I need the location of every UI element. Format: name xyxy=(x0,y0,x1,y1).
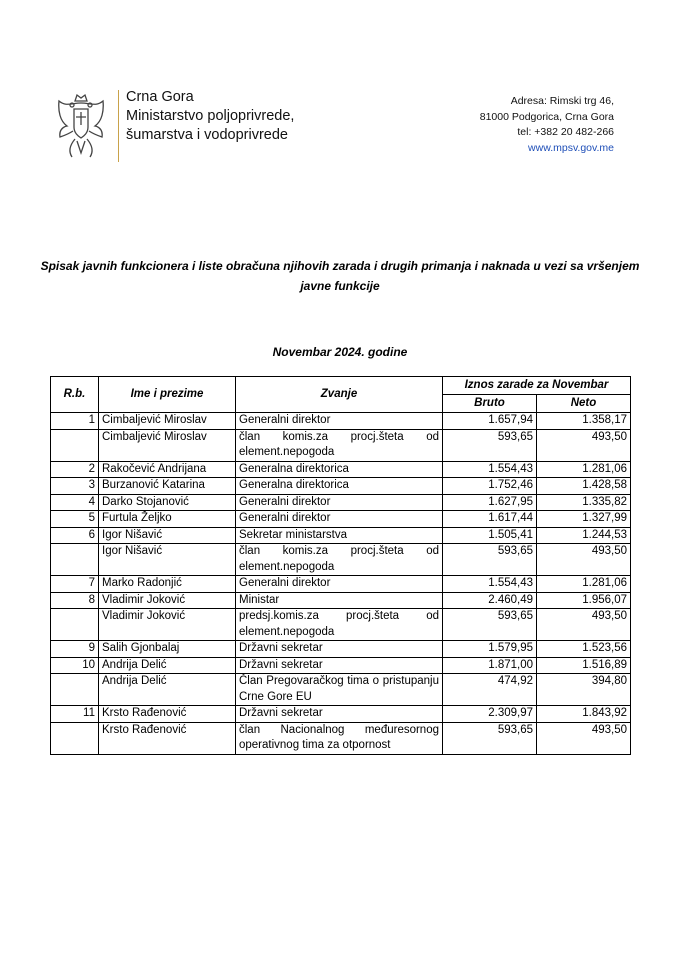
cell-bruto: 2.460,49 xyxy=(443,592,537,609)
cell-neto: 493,50 xyxy=(537,722,631,754)
cell-rb: 11 xyxy=(51,706,99,723)
cell-title: Generalna direktorica xyxy=(236,478,443,495)
cell-neto: 1.335,82 xyxy=(537,494,631,511)
cell-name: Igor Nišavić xyxy=(99,527,236,544)
cell-title: Ministar xyxy=(236,592,443,609)
cell-bruto: 1.752,46 xyxy=(443,478,537,495)
cell-rb xyxy=(51,544,99,576)
cell-rb: 3 xyxy=(51,478,99,495)
cell-neto: 1.523,56 xyxy=(537,641,631,658)
column-header-bruto: Bruto xyxy=(443,395,537,413)
cell-title: Sekretar ministarstva xyxy=(236,527,443,544)
cell-bruto: 474,92 xyxy=(443,674,537,706)
cell-neto: 1.327,99 xyxy=(537,511,631,528)
cell-neto: 1.956,07 xyxy=(537,592,631,609)
cell-neto: 493,50 xyxy=(537,544,631,576)
cell-neto: 1.244,53 xyxy=(537,527,631,544)
cell-rb: 5 xyxy=(51,511,99,528)
cell-name: Andrija Delić xyxy=(99,657,236,674)
cell-bruto: 1.554,43 xyxy=(443,461,537,478)
cell-title: član komis.za procj.šteta od element.nepogoda xyxy=(236,429,443,461)
table-row xyxy=(51,413,631,430)
table-row xyxy=(51,544,631,576)
officials-table xyxy=(50,376,631,755)
cell-bruto: 593,65 xyxy=(443,722,537,754)
cell-neto: 394,80 xyxy=(537,674,631,706)
cell-bruto: 1.627,95 xyxy=(443,494,537,511)
address-line: 81000 Podgorica, Crna Gora xyxy=(479,110,614,123)
cell-rb xyxy=(51,429,99,461)
org-line: Ministarstvo poljoprivrede, xyxy=(126,108,295,124)
cell-title: Državni sekretar xyxy=(236,706,443,723)
cell-title: Generalni direktor xyxy=(236,576,443,593)
cell-bruto: 1.554,43 xyxy=(443,576,537,593)
cell-rb: 1 xyxy=(51,413,99,430)
cell-bruto: 593,65 xyxy=(443,544,537,576)
table-row xyxy=(51,511,631,528)
document-title: Spisak javnih funkcionera i liste obračuna njihovih zarada i drugih primanja i naknada u vezi sa vršenjem javne funkcije xyxy=(40,259,640,293)
period-heading: Novembar 2024. godine xyxy=(272,345,408,359)
cell-neto: 1.516,89 xyxy=(537,657,631,674)
cell-neto: 1.428,58 xyxy=(537,478,631,495)
cell-name: Marko Radonjić xyxy=(99,576,236,593)
cell-rb: 9 xyxy=(51,641,99,658)
table-row xyxy=(51,576,631,593)
cell-rb xyxy=(51,722,99,754)
cell-name: Cimbaljević Miroslav xyxy=(99,413,236,430)
cell-name: Andrija Delić xyxy=(99,674,236,706)
table-row xyxy=(51,722,631,754)
address-line: Adresa: Rimski trg 46, xyxy=(510,95,614,107)
cell-title: član komis.za procj.šteta od element.nepogoda xyxy=(236,544,443,576)
cell-neto: 493,50 xyxy=(537,609,631,641)
cell-title: Generalni direktor xyxy=(236,511,443,528)
table-row xyxy=(51,641,631,658)
table-row xyxy=(51,478,631,495)
table-row xyxy=(51,494,631,511)
cell-title: Generalni direktor xyxy=(236,413,443,430)
cell-bruto: 1.579,95 xyxy=(443,641,537,658)
cell-name: Cimbaljević Miroslav xyxy=(99,429,236,461)
cell-title: Državni sekretar xyxy=(236,657,443,674)
cell-bruto: 1.871,00 xyxy=(443,657,537,674)
cell-title: član Nacionalnog međuresornog operativnog tima za otpornost xyxy=(236,722,443,754)
column-header-rb: R.b. xyxy=(51,377,99,413)
table-row xyxy=(51,609,631,641)
cell-neto: 1.358,17 xyxy=(537,413,631,430)
cell-name: Darko Stojanović xyxy=(99,494,236,511)
cell-name: Krsto Rađenović xyxy=(99,706,236,723)
cell-bruto: 1.505,41 xyxy=(443,527,537,544)
cell-bruto: 1.617,44 xyxy=(443,511,537,528)
cell-bruto: 593,65 xyxy=(443,609,537,641)
cell-title: predsj.komis.za procj.šteta od element.nepogoda xyxy=(236,609,443,641)
column-header-name: Ime i prezime xyxy=(99,377,236,413)
letterhead xyxy=(50,88,630,168)
cell-name: Vladimir Joković xyxy=(99,609,236,641)
cell-neto: 1.281,06 xyxy=(537,461,631,478)
cell-title: Član Pregovaračkog tima o pristupanju Crne Gore EU xyxy=(236,674,443,706)
cell-neto: 493,50 xyxy=(537,429,631,461)
cell-neto: 1.281,06 xyxy=(537,576,631,593)
cell-name: Rakočević Andrijana xyxy=(99,461,236,478)
cell-rb: 4 xyxy=(51,494,99,511)
website-link[interactable]: www.mpsv.gov.me xyxy=(528,141,614,154)
cell-rb: 8 xyxy=(51,592,99,609)
cell-rb xyxy=(51,609,99,641)
cell-title: Generalna direktorica xyxy=(236,461,443,478)
cell-rb: 2 xyxy=(51,461,99,478)
cell-rb: 10 xyxy=(51,657,99,674)
cell-name: Vladimir Joković xyxy=(99,592,236,609)
cell-name: Burzanović Katarina xyxy=(99,478,236,495)
cell-rb: 6 xyxy=(51,527,99,544)
cell-name: Salih Gjonbalaj xyxy=(99,641,236,658)
cell-rb xyxy=(51,674,99,706)
table-row xyxy=(51,429,631,461)
table-row xyxy=(51,461,631,478)
table-row xyxy=(51,527,631,544)
phone-line: tel: +382 20 482-266 xyxy=(517,126,614,138)
cell-name: Furtula Željko xyxy=(99,511,236,528)
contact-block xyxy=(480,94,614,156)
cell-bruto: 593,65 xyxy=(443,429,537,461)
cell-neto: 1.843,92 xyxy=(537,706,631,723)
cell-bruto: 2.309,97 xyxy=(443,706,537,723)
org-line: šumarstva i vodoprivrede xyxy=(126,127,288,143)
table-row xyxy=(51,592,631,609)
cell-bruto: 1.657,94 xyxy=(443,413,537,430)
cell-rb: 7 xyxy=(51,576,99,593)
cell-name: Igor Nišavić xyxy=(99,544,236,576)
table-row xyxy=(51,657,631,674)
column-header-title: Zvanje xyxy=(236,377,443,413)
coat-of-arms-icon xyxy=(50,91,112,163)
table-row xyxy=(51,706,631,723)
ministry-name xyxy=(126,88,294,145)
column-header-amount: Iznos zarade za Novembar xyxy=(443,377,631,395)
org-line: Crna Gora xyxy=(126,89,194,105)
column-header-neto: Neto xyxy=(537,395,631,413)
cell-name: Krsto Rađenović xyxy=(99,722,236,754)
table-body xyxy=(51,413,631,755)
header-divider xyxy=(118,90,119,162)
cell-title: Generalni direktor xyxy=(236,494,443,511)
table-row xyxy=(51,674,631,706)
cell-title: Državni sekretar xyxy=(236,641,443,658)
